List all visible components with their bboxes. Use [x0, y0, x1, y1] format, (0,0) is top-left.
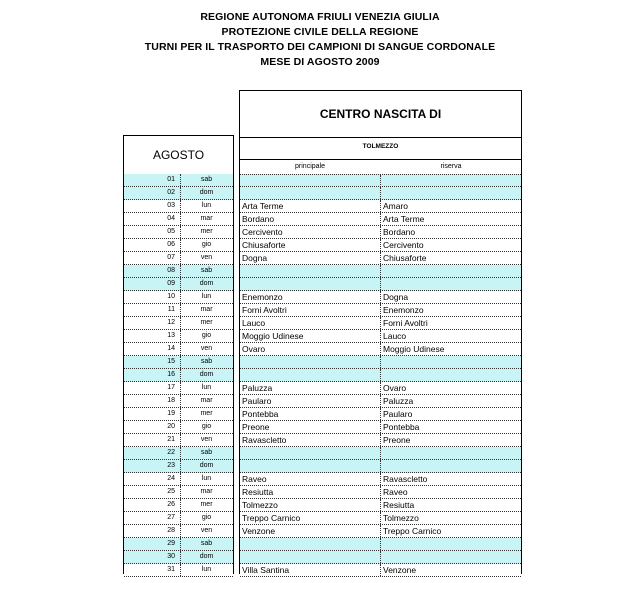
column-separator: [380, 486, 381, 498]
schedule-row: [240, 525, 521, 538]
weekday-name: mar: [200, 397, 213, 404]
riserva-cell: Forni Avoltri: [383, 318, 428, 328]
riserva-cell: Resiutta: [383, 500, 415, 510]
column-separator: [380, 460, 381, 472]
schedule-row: [240, 486, 521, 499]
principale-cell: Venzone: [242, 526, 276, 536]
schedule-row: [240, 356, 521, 369]
principale-cell: Bordano: [242, 214, 275, 224]
weekday-name: lun: [201, 475, 212, 482]
schedule-row: [240, 434, 521, 447]
riserva-cell: Ovaro: [383, 383, 407, 393]
day-number: 09: [167, 280, 175, 287]
day-number: 31: [167, 566, 175, 573]
day-number: 27: [167, 514, 175, 521]
column-header-principale: principale: [295, 163, 325, 170]
schedule-row: [240, 538, 521, 551]
weekday-name: mar: [200, 306, 213, 313]
schedule-row: [240, 304, 521, 317]
schedule-row: [240, 317, 521, 330]
column-separator: [380, 330, 381, 342]
schedule-row: [240, 265, 521, 278]
day-number: 13: [167, 332, 175, 339]
principale-cell: Tolmezzo: [242, 500, 278, 510]
principale-cell: Paluzza: [242, 383, 273, 393]
schedule-row: [240, 291, 521, 304]
day-number: 16: [167, 371, 175, 378]
day-number: 25: [167, 488, 175, 495]
day-number: 02: [167, 189, 175, 196]
date-row: [124, 434, 233, 447]
principale-cell: Lauco: [242, 318, 266, 328]
day-number: 21: [167, 436, 175, 443]
date-row: [124, 356, 233, 369]
date-row: [124, 187, 233, 200]
column-separator: [380, 213, 381, 225]
day-number: 19: [167, 410, 175, 417]
schedule-row: [240, 174, 521, 187]
day-number: 03: [167, 202, 175, 209]
column-separator: [380, 304, 381, 316]
date-row: [124, 551, 233, 564]
column-separator: [380, 512, 381, 524]
weekday-name: dom: [199, 280, 214, 287]
column-separator: [380, 226, 381, 238]
principale-cell: Enemonzo: [242, 292, 283, 302]
principale-cell: Cercivento: [242, 227, 283, 237]
day-number: 29: [167, 540, 175, 547]
day-number: 24: [167, 475, 175, 482]
weekday-name: ven: [200, 254, 213, 261]
principale-cell: Treppo Carnico: [242, 513, 301, 523]
principale-cell: Ravascletto: [242, 435, 287, 445]
day-number: 23: [167, 462, 175, 469]
weekday-name: gio: [201, 332, 212, 339]
column-separator: [380, 421, 381, 433]
riserva-cell: Moggio Udinese: [383, 344, 445, 354]
date-row: [124, 447, 233, 460]
date-row: [124, 525, 233, 538]
column-separator: [380, 175, 381, 187]
riserva-cell: Bordano: [383, 227, 416, 237]
riserva-cell: Paluzza: [383, 396, 414, 406]
day-number: 20: [167, 423, 175, 430]
column-separator: [380, 369, 381, 381]
column-separator: [380, 525, 381, 537]
principale-cell: Forni Avoltri: [242, 305, 287, 315]
schedule-row: [240, 239, 521, 252]
day-number: 10: [167, 293, 175, 300]
column-separator: [380, 473, 381, 485]
schedule-row: [240, 278, 521, 291]
column-separator: [380, 499, 381, 511]
principale-cell: Villa Santina: [242, 565, 290, 575]
column-separator: [380, 538, 381, 550]
principale-cell: Ovaro: [242, 344, 266, 354]
date-row: [124, 291, 233, 304]
date-row: [124, 317, 233, 330]
date-row: [124, 421, 233, 434]
date-row: [124, 382, 233, 395]
weekday-name: mer: [200, 319, 213, 326]
weekday-name: mer: [200, 410, 213, 417]
principale-cell: Resiutta: [242, 487, 274, 497]
header-line-turni: TURNI PER IL TRASPORTO DEI CAMPIONI DI SANGUE CORDONALE: [144, 41, 496, 53]
date-table: [123, 135, 234, 574]
schedule-row: [240, 200, 521, 213]
column-separator: [380, 278, 381, 290]
date-row: [124, 213, 233, 226]
day-number: 08: [167, 267, 175, 274]
riserva-cell: Lauco: [383, 331, 407, 341]
column-separator: [380, 317, 381, 329]
header-line-month: MESE DI AGOSTO 2009: [260, 56, 380, 68]
schedule-row: [240, 460, 521, 473]
day-number: 15: [167, 358, 175, 365]
riserva-cell: Enemonzo: [383, 305, 424, 315]
date-row: [124, 395, 233, 408]
column-separator: [380, 200, 381, 212]
column-separator: [380, 551, 381, 563]
date-row: [124, 200, 233, 213]
date-row: [124, 226, 233, 239]
weekday-name: mar: [200, 488, 213, 495]
day-number: 26: [167, 501, 175, 508]
date-row: [124, 330, 233, 343]
weekday-name: dom: [199, 462, 214, 469]
column-separator: [380, 187, 381, 199]
riserva-cell: Ravascletto: [383, 474, 428, 484]
column-separator: [380, 252, 381, 264]
principale-cell: Preone: [242, 422, 270, 432]
weekday-name: lun: [201, 293, 212, 300]
weekday-name: lun: [201, 202, 212, 209]
document-header: [0, 10, 640, 70]
schedule-row: [240, 408, 521, 421]
column-separator: [380, 291, 381, 303]
date-row: [124, 473, 233, 486]
month-title: AGOSTO: [152, 148, 205, 162]
riserva-cell: Dogna: [383, 292, 409, 302]
weekday-name: sab: [200, 176, 213, 183]
column-separator: [380, 447, 381, 459]
date-row: [124, 252, 233, 265]
date-row: [124, 304, 233, 317]
schedule-row: [240, 447, 521, 460]
weekday-name: ven: [200, 345, 213, 352]
date-row: [124, 343, 233, 356]
riserva-cell: Cercivento: [383, 240, 424, 250]
principale-cell: Dogna: [242, 253, 268, 263]
principale-cell: Pontebba: [242, 409, 279, 419]
header-line-region: REGIONE AUTONOMA FRIULI VENEZIA GIULIA: [200, 11, 440, 23]
date-row: [124, 486, 233, 499]
schedule-row: [240, 512, 521, 525]
weekday-name: dom: [199, 553, 214, 560]
weekday-name: sab: [200, 358, 213, 365]
day-number: 30: [167, 553, 175, 560]
day-number: 22: [167, 449, 175, 456]
weekday-name: dom: [199, 189, 214, 196]
weekday-name: sab: [200, 449, 213, 456]
principale-cell: Moggio Udinese: [242, 331, 304, 341]
column-separator: [380, 356, 381, 368]
day-number: 28: [167, 527, 175, 534]
riserva-cell: Arta Terme: [383, 214, 425, 224]
date-row: [124, 538, 233, 551]
date-row: [124, 460, 233, 473]
schedule-row: [240, 343, 521, 356]
day-number: 14: [167, 345, 175, 352]
riserva-cell: Pontebba: [383, 422, 420, 432]
day-number: 12: [167, 319, 175, 326]
weekday-name: gio: [201, 423, 212, 430]
weekday-name: mer: [200, 228, 213, 235]
weekday-name: gio: [201, 514, 212, 521]
date-row: [124, 512, 233, 525]
day-number: 05: [167, 228, 175, 235]
date-row: [124, 265, 233, 278]
schedule-row: [240, 499, 521, 512]
title-divider: [240, 137, 521, 138]
riserva-cell: Treppo Carnico: [383, 526, 442, 536]
column-separator: [380, 382, 381, 394]
date-row: [124, 174, 233, 187]
day-number: 04: [167, 215, 175, 222]
schedule-row: [240, 382, 521, 395]
riserva-cell: Tolmezzo: [383, 513, 419, 523]
column-separator: [380, 395, 381, 407]
riserva-cell: Chiusaforte: [383, 253, 427, 263]
riserva-cell: Venzone: [383, 565, 417, 575]
day-number: 07: [167, 254, 175, 261]
schedule-row: [240, 226, 521, 239]
center-title: CENTRO NASCITA DI: [319, 107, 442, 121]
column-separator: [380, 434, 381, 446]
column-separator: [380, 564, 381, 576]
center-name: TOLMEZZO: [362, 143, 399, 150]
column-separator: [380, 408, 381, 420]
schedule-row: [240, 395, 521, 408]
schedule-row: [240, 330, 521, 343]
weekday-name: gio: [201, 241, 212, 248]
weekday-name: dom: [199, 371, 214, 378]
schedule-row: [240, 421, 521, 434]
date-row: [124, 499, 233, 512]
riserva-cell: Preone: [383, 435, 411, 445]
weekday-name: mar: [200, 215, 213, 222]
schedule-row: [240, 187, 521, 200]
weekday-name: lun: [201, 384, 212, 391]
weekday-name: ven: [200, 527, 213, 534]
day-number: 01: [167, 176, 175, 183]
day-number: 17: [167, 384, 175, 391]
column-separator: [380, 239, 381, 251]
column-header-riserva: riserva: [440, 163, 462, 170]
date-row: [124, 278, 233, 291]
weekday-name: lun: [201, 566, 212, 573]
schedule-row: [240, 213, 521, 226]
column-separator: [380, 343, 381, 355]
principale-cell: Arta Terme: [242, 201, 284, 211]
header-line-protezione-civile: PROTEZIONE CIVILE DELLA REGIONE: [221, 26, 419, 38]
weekday-name: ven: [200, 436, 213, 443]
principale-cell: Chiusaforte: [242, 240, 286, 250]
schedule-row: [240, 252, 521, 265]
schedule-table: [239, 90, 522, 574]
schedule-row: [240, 369, 521, 382]
day-number: 11: [167, 306, 175, 313]
weekday-name: sab: [200, 540, 213, 547]
date-row: [124, 239, 233, 252]
date-row: [124, 408, 233, 421]
schedule-row: [240, 473, 521, 486]
date-row: [124, 369, 233, 382]
riserva-cell: Raveo: [383, 487, 408, 497]
riserva-cell: Amaro: [383, 201, 409, 211]
column-separator: [380, 265, 381, 277]
schedule-row: [240, 551, 521, 564]
day-number: 18: [167, 397, 175, 404]
riserva-cell: Paularo: [383, 409, 413, 419]
weekday-name: mer: [200, 501, 213, 508]
weekday-name: sab: [200, 267, 213, 274]
date-row: [124, 564, 233, 577]
schedule-row: [240, 564, 521, 577]
principale-cell: Raveo: [242, 474, 267, 484]
principale-cell: Paularo: [242, 396, 272, 406]
day-number: 06: [167, 241, 175, 248]
